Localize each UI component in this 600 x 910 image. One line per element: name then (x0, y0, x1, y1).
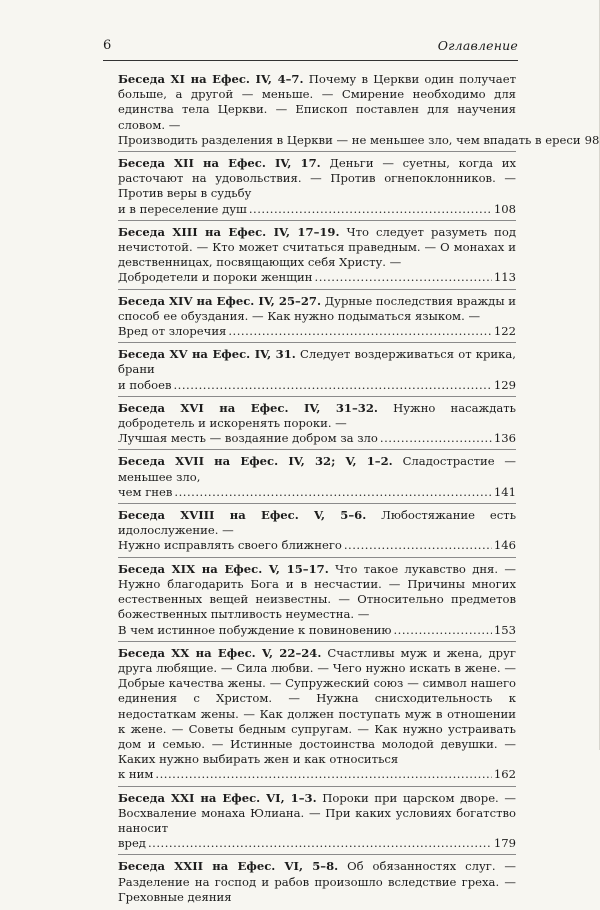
header-rule (103, 60, 518, 61)
toc-entry-last-text: Лучшая месть — воздаяние добром за зло (118, 431, 378, 446)
toc-entry-last-line (118, 202, 516, 217)
toc-entry-description: Пороки при царском дворе. — Восхваление монаха Юлиана. — При каких условиях богатство наносит (118, 790, 516, 835)
toc-entry-last-text: Добродетели и пороки женщин (118, 270, 313, 285)
toc-entry-title: Беседа XIV на Ефес. IV, 25–27. (118, 293, 321, 308)
toc-entry-page-number: 153 (493, 622, 516, 637)
toc-entry-title: Беседа XIII на Ефес. IV, 17–19. (118, 224, 340, 239)
toc-entry-description: Дурные последствия вражды и способ ее обуздания. — Как нужно подыматься языком. — (118, 293, 516, 323)
dot-leader (344, 538, 492, 553)
toc-entry-body (118, 646, 516, 768)
toc-entry-description: Об обязанностях слуг. — Разделение на господ и рабов произошло вследствие греха. — Греховные деяния (118, 859, 517, 904)
toc-entry-page-number: 141 (493, 484, 516, 499)
toc-entry-last-line (118, 538, 516, 553)
toc-entry-last-line (118, 836, 516, 851)
dot-leader (173, 378, 491, 393)
toc-entry[interactable] (118, 560, 516, 642)
table-of-contents (118, 70, 600, 910)
toc-entry-last-text: Нужно исправлять своего ближнего (118, 538, 342, 553)
toc-entry-last-line (118, 485, 516, 500)
toc-entry-page-number: 136 (493, 431, 516, 446)
toc-entry-last-text: и побоев (118, 377, 172, 392)
toc-entry-last-line (118, 378, 516, 393)
toc-entry-last-line (118, 767, 516, 782)
page-number: 6 (103, 38, 112, 53)
toc-entry-body (118, 454, 516, 484)
toc-entry-last-line (118, 270, 516, 285)
toc-entry[interactable] (118, 70, 600, 152)
toc-entry-page-number: 179 (493, 836, 516, 851)
toc-entry[interactable] (118, 154, 516, 221)
toc-entry-title: Беседа XV на Ефес. IV, 31. (118, 347, 296, 362)
toc-entry[interactable] (118, 452, 516, 504)
toc-entry-title: Беседа XXII на Ефес. VI, 5–8. (118, 859, 339, 874)
toc-entry-description: Деньги — суетны, когда их расточают на удовольствия. — Против огнепоклонников. — Против веры в судьбу (118, 156, 517, 201)
toc-entry-body (118, 72, 516, 133)
toc-entry[interactable] (118, 292, 516, 344)
toc-entry-last-text: к ним (118, 767, 154, 782)
toc-entry-last-text: чем гнев (118, 484, 173, 499)
toc-entry-body (118, 508, 516, 538)
toc-entry-title: Беседа XII на Ефес. IV, 17. (118, 156, 321, 171)
toc-entry-title: Беседа XX на Ефес. V, 22–24. (118, 645, 322, 660)
toc-entry-description: Что следует разуметь под нечистотой. — Кто может считаться праведным. — О монахах и девственницах, посвящающих себя Христу. — (118, 224, 517, 270)
dot-leader (249, 202, 492, 217)
toc-entry[interactable] (118, 789, 516, 856)
toc-entry-body (118, 347, 516, 377)
toc-entry-description: Нужно насаждать добродетель и искоренять пороки. — (118, 400, 516, 431)
toc-entry[interactable] (118, 345, 516, 397)
toc-entry-page-number: 162 (493, 767, 516, 782)
toc-entry-last-line (118, 324, 516, 339)
toc-entry-title: Беседа XIX на Ефес. V, 15–17. (118, 561, 329, 576)
toc-entry[interactable] (118, 399, 516, 451)
toc-entry-body (118, 225, 516, 271)
toc-entry-title: Беседа XVII на Ефес. IV, 32; V, 1–2. (118, 454, 393, 469)
toc-entry-last-text: и в переселение душ (118, 201, 247, 216)
toc-entry[interactable] (118, 506, 516, 558)
dot-leader (228, 324, 491, 339)
toc-entry-last-text: Вред от злоречия (118, 324, 227, 339)
dot-leader (174, 485, 491, 500)
toc-entry-page-number: 129 (493, 377, 516, 392)
page-header (103, 38, 518, 58)
toc-entry-description: Почему в Церкви один получает больше, а другой — меньше. — Смирение необходимо для единства тела Церкви. — Епископ поставлен для научения словом. — (118, 72, 516, 132)
dot-leader (394, 623, 492, 638)
toc-entry-last-line (118, 623, 516, 638)
toc-entry-description: Следует воздерживаться от крика, брани (118, 347, 516, 377)
toc-entry[interactable] (118, 644, 516, 787)
toc-entry-page-number: 146 (493, 538, 516, 553)
toc-entry-description: Сладострастие — меньшее зло, (118, 454, 516, 484)
toc-entry-last-line (118, 132, 600, 148)
toc-entry-page-number: 122 (493, 324, 516, 339)
toc-entry-title: Беседа XXI на Ефес. VI, 1–3. (118, 790, 317, 805)
dot-leader (315, 270, 492, 285)
toc-entry-description: Что такое лукавство дня. — Нужно благодарить Бога и в несчастии. — Причины многих естественных вещей неизвестны. — Относительно предметов божественных пытливость неуместна. — (118, 561, 516, 622)
toc-entry-title: Беседа XVIII на Ефес. V, 5–6. (118, 508, 367, 523)
toc-entry-page-number: 108 (493, 201, 516, 216)
toc-entry-body (118, 562, 516, 623)
toc-entry[interactable] (118, 223, 516, 290)
running-title: Оглавление (437, 38, 518, 53)
dot-leader (148, 836, 492, 851)
dot-leader (380, 431, 492, 446)
toc-entry-description: Любостяжание есть идолослужение. — (118, 508, 517, 538)
toc-entry-body (118, 859, 516, 905)
toc-entry-body (118, 294, 516, 324)
toc-entry-body (118, 401, 516, 431)
toc-entry-page-number: 113 (493, 270, 516, 285)
toc-entry-last-text: Производить разделения в Церкви — не меньшее зло, чем впадать в ереси (118, 132, 581, 147)
toc-entry-body (118, 791, 516, 837)
toc-entry-body (118, 156, 516, 202)
toc-entry-page-number: 98 (584, 132, 600, 147)
toc-entry-last-text: В чем истинное побуждение к повиновению (118, 622, 392, 637)
toc-entry-last-line (118, 431, 516, 446)
toc-entry[interactable] (118, 857, 516, 908)
dot-leader (155, 767, 491, 782)
toc-entry-title: Беседа XI на Ефес. IV, 4–7. (118, 72, 304, 86)
toc-entry-title: Беседа XVI на Ефес. IV, 31–32. (118, 400, 378, 415)
toc-entry-description: Счастливы муж и жена, друг друга любящие. — Сила любви. — Чего нужно искать в жене. — Добрые качества жены. — Супружеский союз — символ нашего единения с Христом. — Нужна снисходительность к недостаткам жены. — Как должен поступать муж в отношении к жене. — Советы бедным супругам. — Как нужно устраивать дом и семью. — Истинные достоинства молодой девушки. — Каких нужно выбирать жен и как относиться (118, 645, 517, 767)
toc-entry-last-text: вред (118, 836, 146, 851)
